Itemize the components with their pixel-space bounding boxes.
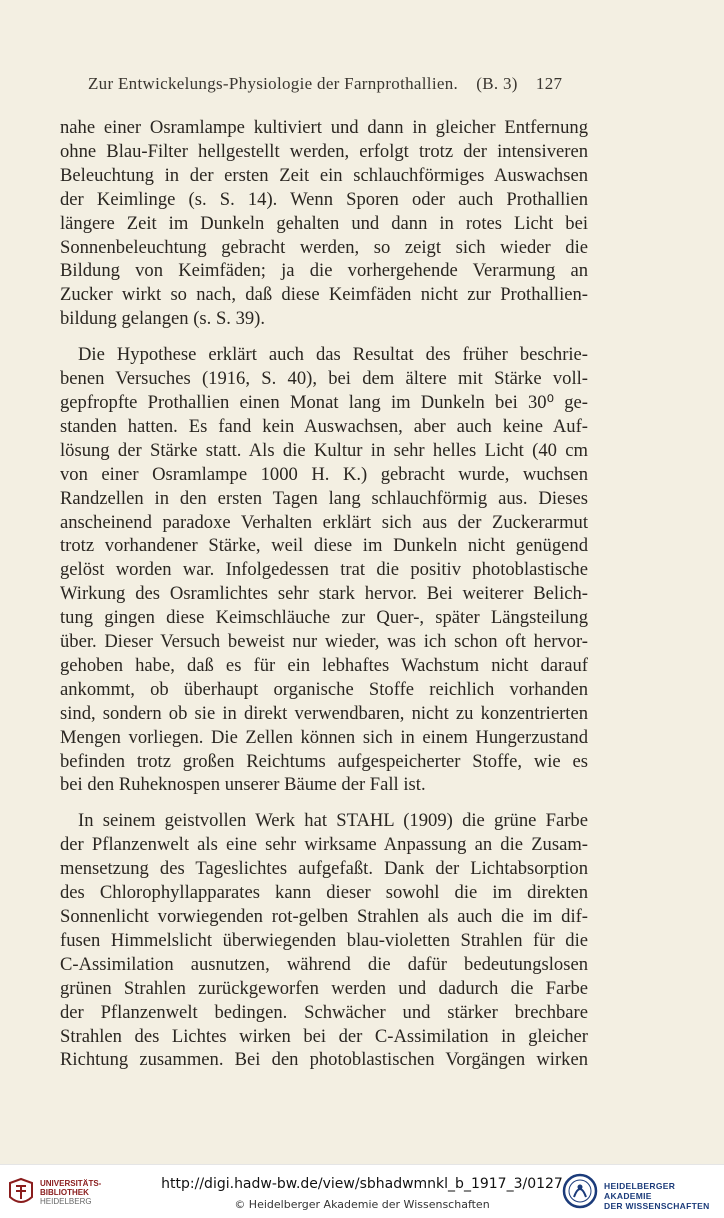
text-line: Sonnenlicht vorwiegenden rot-gelben Strahlen als auch die im dif- [60, 906, 588, 927]
text-line: der Pflanzenwelt als eine sehr wirksame Anpassung an die Zusam- [60, 834, 588, 856]
text-line: ankommt, ob überhaupt organische Stoffe reichlich vorhanden [60, 678, 588, 700]
header-title: Zur Entwickelungs-Physiologie der Farnprothallien. [88, 74, 459, 93]
academy-seal-icon [562, 1173, 598, 1209]
text-line: befinden trotz großen Reichtums aufgespeicherter Stoffe, wie es [60, 750, 588, 772]
paragraph-2 [60, 343, 588, 797]
text-line: benen Versuches (1916, S. 40), bei dem ältere mit Stärke voll- [60, 368, 588, 390]
text-line: der Pflanzenwelt bedingen. Schwächer und stärker brechbare [60, 1001, 588, 1023]
text-line: trotz vorhandener Stärke, weil diese im Dunkeln nicht genügend [60, 535, 588, 557]
text-line: mensetzung des Tageslichtes aufgefaßt. Dank der Lichtabsorption [60, 858, 588, 880]
text-line: ohne Blau-Filter hellgestellt werden, erfolgt trotz der intensiveren [60, 140, 588, 162]
text-line: bei den Ruheknospen unserer Bäume der Fall ist. [60, 774, 426, 796]
text-line: In seinem geistvollen Werk hat STAHL (1909) die grüne Farbe [78, 810, 588, 832]
university-library-label: UNIVERSITÄTS- BIBLIOTHEK HEIDELBERG [40, 1179, 102, 1206]
text-line: nahe einer Osramlampe kultiviert und dann in gleicher Entfernung [60, 117, 588, 138]
text-line: Mengen vorliegen. Die Zellen können sich in einem Hungerzustand [60, 726, 588, 748]
text-line: Randzellen in den ersten Tagen lang schlauchförmig aus. Dieses [60, 487, 588, 509]
viewer-footer [0, 1164, 724, 1218]
running-header [88, 74, 598, 94]
text-line: fusen Himmelslicht überwiegenden blau-violetten Strahlen für die [60, 929, 588, 951]
text-line: längere Zeit im Dunkeln gehalten und dann in rotes Licht bei [60, 212, 588, 234]
text-line: anscheinend paradoxe Verhalten erklärt sich aus der Zuckerarmut [60, 511, 588, 533]
text-line: der Keimlinge (s. S. 14). Wenn Sporen oder auch Prothallien [60, 188, 588, 210]
header-page-number: 127 [535, 74, 563, 93]
text-line: Strahlen des Lichtes wirken bei der C-Assimilation in gleicher [60, 1025, 588, 1047]
text-line: tung gingen diese Keimschläuche zur Quer-, später Längsteilung [60, 607, 588, 629]
text-line: gepfropfte Prothallien einen Monat lang im Dunkeln bei 30⁰ ge- [60, 391, 588, 413]
text-line: von einer Osramlampe 1000 H. K.) gebracht wurde, wuchsen [60, 463, 588, 485]
copyright-notice: © Heidelberger Akademie der Wissenschaften [234, 1198, 490, 1211]
text-line: Richtung zusammen. Bei den photoblastischen Vorgängen wirken [60, 1049, 588, 1071]
text-line: grünen Strahlen zurückgeworfen werden und dadurch die Farbe [60, 977, 588, 999]
text-line: gehoben habe, daß es für ein lebhaftes Wachstum nicht darauf [60, 654, 588, 676]
text-line: standen hatten. Es fand kein Auswachsen, aber auch keine Auf- [60, 415, 588, 437]
text-line: Die Hypothese erklärt auch das Resultat des früher beschrie- [78, 344, 588, 366]
text-line: Wirkung des Osramlichtes sehr stark hervor. Bei weiterer Belich- [60, 583, 588, 605]
permalink-url[interactable]: http://digi.hadw-bw.de/view/sbhadwmnkl_b_1917_3/0127 [161, 1176, 563, 1192]
academy-label: HEIDELBERGER AKADEMIE DER WISSENSCHAFTEN [604, 1181, 710, 1211]
body-text [60, 116, 588, 1072]
text-line: bildung gelangen (s. S. 39). [60, 308, 266, 330]
text-line: Zucker wirkt so nach, daß diese Keimfäden nicht zur Prothallien- [60, 284, 588, 306]
text-line: C-Assimilation ausnutzen, während die dafür bedeutungslosen [60, 953, 588, 975]
text-line: lösung der Stärke statt. Als die Kultur in sehr helles Licht (40 cm [60, 439, 588, 461]
paragraph-3 [60, 809, 588, 1072]
header-section: (B. 3) [476, 74, 518, 93]
text-line: des Chlorophyllapparates kann dieser sowohl die im direkten [60, 882, 588, 904]
text-line: gelöst worden war. Infolgedessen trat die positiv photoblastische [60, 559, 588, 581]
text-line: Beleuchtung in der ersten Zeit ein schlauchförmiges Auswachsen [60, 164, 588, 186]
text-line: sind, sondern ob sie in direkt verwendbaren, nicht zu konzentrierten [60, 702, 588, 724]
text-line: Bildung von Keimfäden; ja die vorhergehende Verarmung an [60, 260, 588, 282]
text-line: über. Dieser Versuch beweist nur wieder, was ich schon oft hervor- [60, 631, 588, 653]
text-line: Sonnenbeleuchtung gebracht werden, so zeigt sich wieder die [60, 236, 588, 258]
paragraph-1 [60, 116, 588, 331]
